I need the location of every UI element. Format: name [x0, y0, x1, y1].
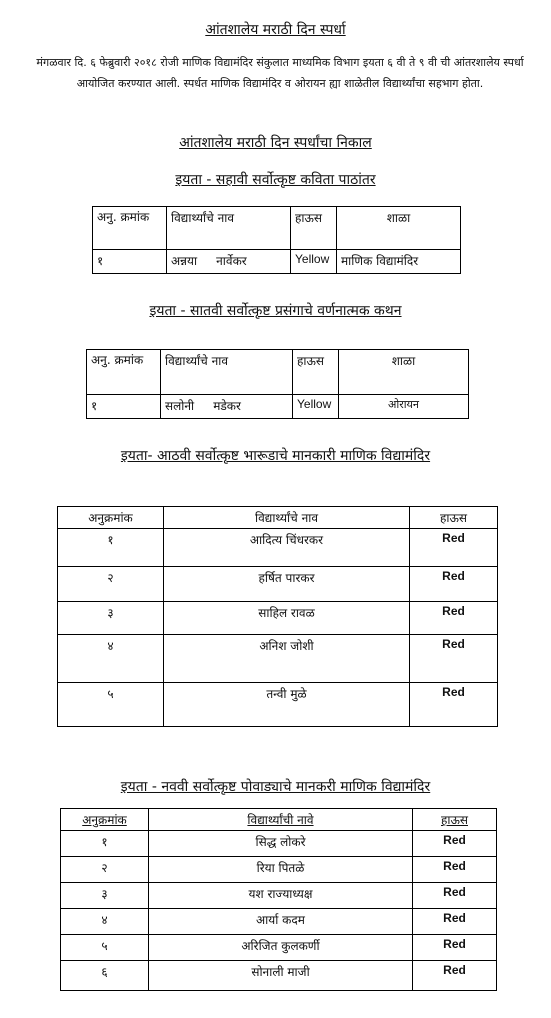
cell-house: Red [410, 529, 498, 567]
cell-serial: १ [58, 529, 164, 567]
cell-serial: ४ [61, 909, 149, 935]
cell-serial: ३ [61, 883, 149, 909]
table-row [58, 683, 498, 727]
results-table-7 [86, 349, 469, 419]
cell-serial: ५ [61, 935, 149, 961]
cell-serial: २ [58, 567, 164, 602]
header-house: हाऊस [413, 809, 497, 831]
intro-paragraph: मंगळवार दि. ६ फेब्रुवारी २०१८ रोजी माणिक विद्यामंदिर संकुलात माध्यमिक विभाग इयता ६ वी ते ९ वी ची आंतरशालेय स्पर्धा आयोजित करण्यात आली. स्पर्धत माणिक विद्यामंदिर व ओरायन ह्या शाळेतील विद्यार्थ्यांचा सहभाग होता. [36, 56, 524, 90]
table-header-row [87, 350, 469, 395]
cell-house: Red [413, 857, 497, 883]
table-header-row [58, 507, 498, 529]
cell-house: Red [410, 683, 498, 727]
cell-serial: ३ [58, 602, 164, 635]
table-row [61, 935, 497, 961]
results-table-8 [57, 506, 498, 727]
header-serial: अनु. क्रमांक [93, 207, 167, 250]
cell-house: Red [413, 831, 497, 857]
cell-student-name: आदित्य चिंधरकर [164, 529, 410, 567]
cell-house: Yellow [293, 395, 339, 419]
table-row [93, 250, 461, 274]
cell-serial: ६ [61, 961, 149, 991]
header-house: हाऊस [410, 507, 498, 529]
header-school: शाळा [339, 350, 469, 395]
cell-serial: ५ [58, 683, 164, 727]
cell-serial: ४ [58, 635, 164, 683]
table-row [58, 635, 498, 683]
header-school: शाळा [337, 207, 461, 250]
cell-house: Red [410, 602, 498, 635]
cell-school: ओरायन [339, 395, 469, 419]
cell-student-name: सोनाली माजी [149, 961, 413, 991]
table-row [61, 831, 497, 857]
cell-house: Yellow [291, 250, 337, 274]
results-table-6 [92, 206, 461, 274]
table-header-row [93, 207, 461, 250]
header-student-name: विद्यार्थ्यांचे नाव [164, 507, 410, 529]
cell-student-name: अनिश जोशी [164, 635, 410, 683]
cell-house: Red [413, 935, 497, 961]
table-row [61, 883, 497, 909]
header-student-name: विद्यार्थ्यांचे नाव [161, 350, 293, 395]
cell-student-name: सलोनी मडेकर [161, 395, 293, 419]
header-serial: अनुक्रमांक [61, 809, 149, 831]
table-row [61, 857, 497, 883]
header-student-name: विद्यार्थ्यांचे नाव [167, 207, 291, 250]
section-heading-6: इयता - सहावी सर्वोत्कृष्ट कविता पाठांतर [175, 172, 376, 188]
cell-house: Red [410, 635, 498, 683]
results-title: आंतशालेय मराठी दिन स्पर्धांचा निकाल [179, 135, 372, 151]
cell-student-name: अरिजित कुलकर्णी [149, 935, 413, 961]
table-row [61, 909, 497, 935]
cell-serial: १ [93, 250, 167, 274]
table-row [61, 961, 497, 991]
table-row [58, 529, 498, 567]
cell-house: Red [413, 909, 497, 935]
cell-serial: १ [61, 831, 149, 857]
header-serial: अनुक्रमांक [58, 507, 164, 529]
cell-student-name: सिद्ध लोकरे [149, 831, 413, 857]
cell-serial: १ [87, 395, 161, 419]
section-heading-7: इयता - सातवी सर्वोत्कृष्ट प्रसंगाचे वर्णनात्मक कथन [149, 303, 402, 319]
cell-student-name: आर्या कदम [149, 909, 413, 935]
table-row [58, 602, 498, 635]
section-heading-8: इयता- आठवी सर्वोत्कृष्ट भारूडाचे मानकारी माणिक विद्यामंदिर [120, 448, 431, 464]
cell-student-name: साहिल रावळ [164, 602, 410, 635]
table-header-row [61, 809, 497, 831]
header-house: हाऊस [293, 350, 339, 395]
cell-student-name: रिया पितळे [149, 857, 413, 883]
header-house: हाऊस [291, 207, 337, 250]
cell-student-name: तन्वी मुळे [164, 683, 410, 727]
section-heading-9: इयता - नववी सर्वोत्कृष्ट पोवाड्याचे मानकरी माणिक विद्यामंदिर [120, 779, 431, 795]
cell-student-name: हर्षित पारकर [164, 567, 410, 602]
header-student-name: विद्यार्थ्यांची नावे [149, 809, 413, 831]
cell-house: Red [410, 567, 498, 602]
page-title: आंतशालेय मराठी दिन स्पर्धा [205, 22, 346, 38]
cell-serial: २ [61, 857, 149, 883]
cell-student-name: अन्नया नार्वेकर [167, 250, 291, 274]
cell-house: Red [413, 883, 497, 909]
cell-school: माणिक विद्यामंदिर [337, 250, 461, 274]
results-table-9 [60, 808, 497, 991]
table-row [58, 567, 498, 602]
cell-student-name: यश राज्याध्यक्ष [149, 883, 413, 909]
table-row [87, 395, 469, 419]
header-serial: अनु. क्रमांक [87, 350, 161, 395]
cell-house: Red [413, 961, 497, 991]
